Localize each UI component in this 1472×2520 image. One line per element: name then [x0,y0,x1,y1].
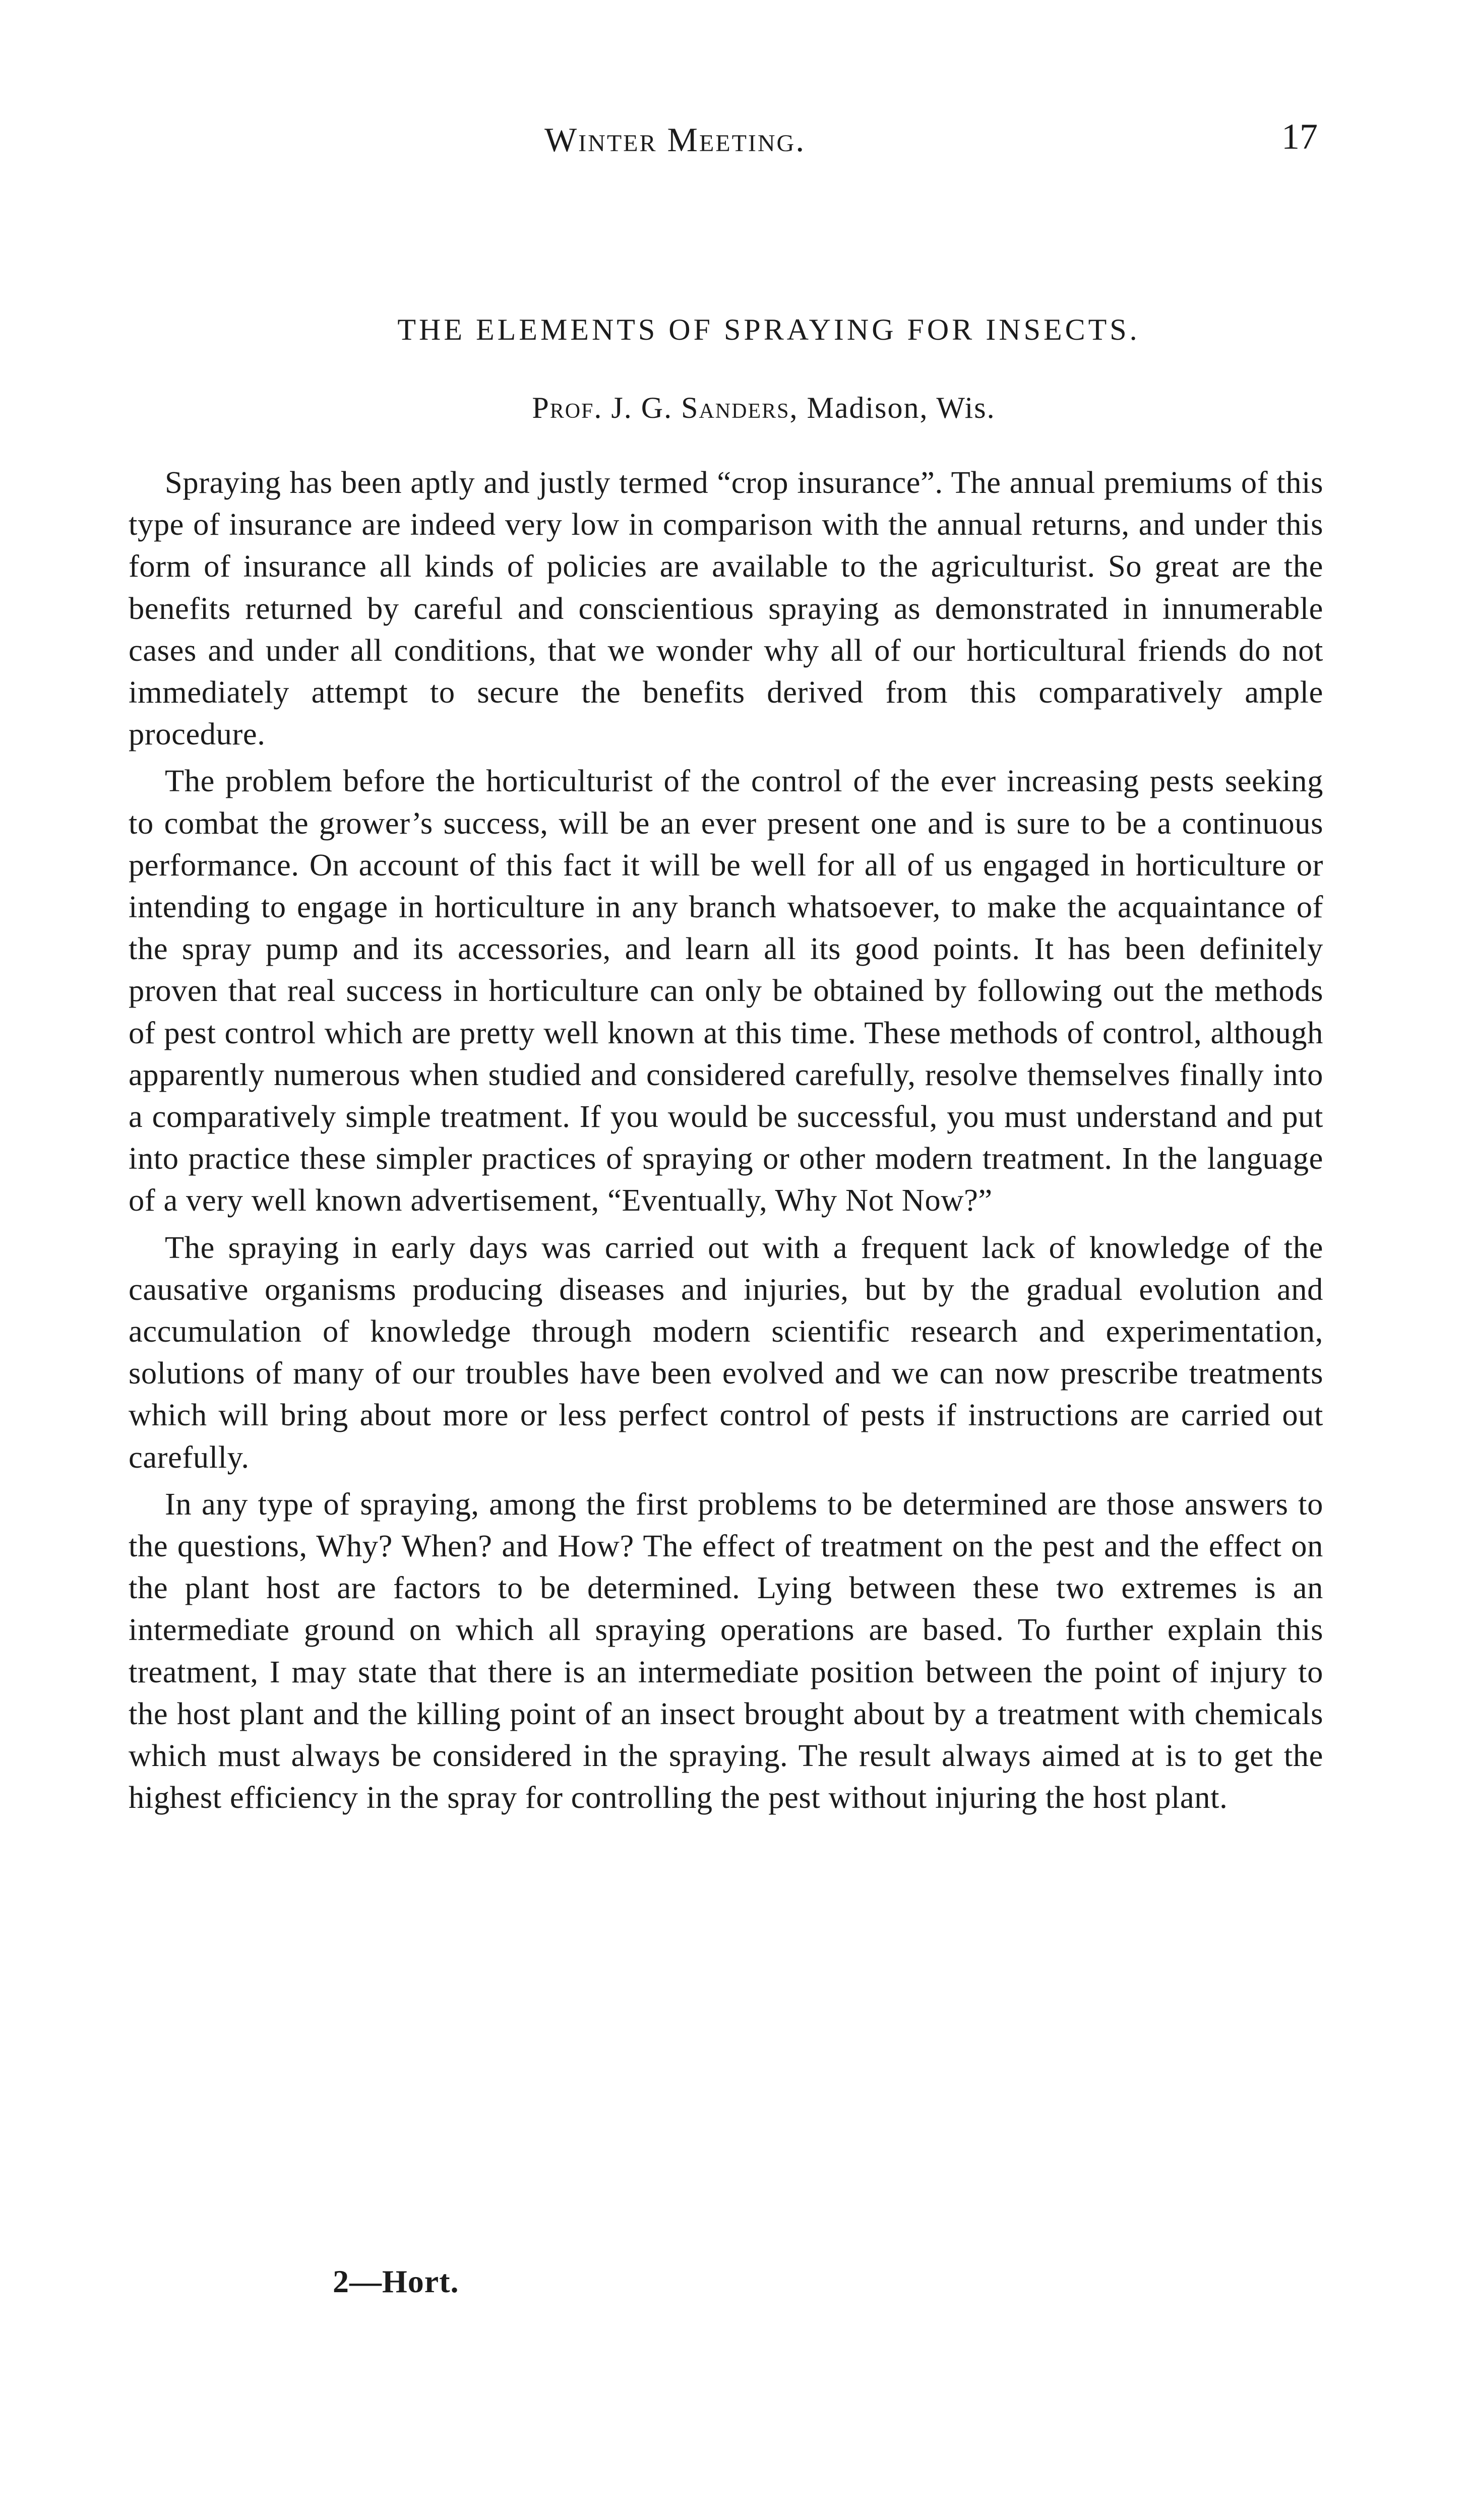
page-number: 17 [1281,116,1318,157]
article-title: THE ELEMENTS OF SPRAYING FOR INSECTS. [397,313,1140,346]
byline [0,391,1472,425]
paragraph: Spraying has been aptly and justly termed “crop insurance”. The annual premiums of this type of insurance are indeed very low in comparison with the annual returns, and under this form of insurance all kinds of policies are available to the agriculturist. So great are the benefits returned by careful and conscientious spraying as demonstrated in innumerable cases and under all conditions, that we wonder why all of our horticultural friends do not immediately attempt to secure the benefits derived from this comparatively ample procedure. [129,465,1323,752]
paragraph: The problem before the horticulturist of the control of the ever increasing pests seeking to combat the grower’s success, will be an ever present one and is sure to be a continuous performance. On account of this fact it will be well for all of us engaged in horticulture or intending to engage in horticulture in any branch whatsoever, to make the acquaintance of the spray pump and its accessories, and learn all its good points. It has been definitely proven that real success in horticulture can only be obtained by following out the methods of pest control which are pretty well known at this time. These methods of control, although apparently numerous when studied and considered carefully, resolve themselves finally into a comparatively simple treatment. If you would be successful, you must understand and put into practice these simpler practices of spraying or other modern treatment. In the language of a very well known advertisement, “Eventually, Why Not Now?” [129,763,1323,1218]
byline-location: Madison, Wis. [807,391,996,424]
signature-mark: 2—Hort. [333,2263,459,2299]
paragraph: The spraying in early days was carried out with a frequent lack of knowledge of the causative organisms producing diseases and injuries, but by the gradual evolution and accumulation of knowledge through modern scientific research and experimentation, solutions of many of our troubles have been evolved and we can now prescribe treatments which will bring about more or less perfect control of pests if instructions are carried out carefully. [129,1229,1323,1475]
running-head: Winter Meeting. [544,120,806,159]
article-body [129,462,1323,1819]
paragraph: In any type of spraying, among the first problems to be determined are those answers to the questions, Why? When? and How? The effect of treatment on the pest and the effect on the plant host are factors to be determined. Lying between these two extremes is an intermediate ground on which all spraying operations are based. To further explain this treatment, I may state that there is an intermediate position between the point of injury to the host plant and the killing point of an insect brought about by a treatment with chemicals which must always be considered in the spraying. The result always aimed at is to get the highest efficiency in the spray for controlling the pest without injuring the host plant. [129,1486,1323,1815]
byline-author: Prof. J. G. Sanders, [532,391,799,424]
